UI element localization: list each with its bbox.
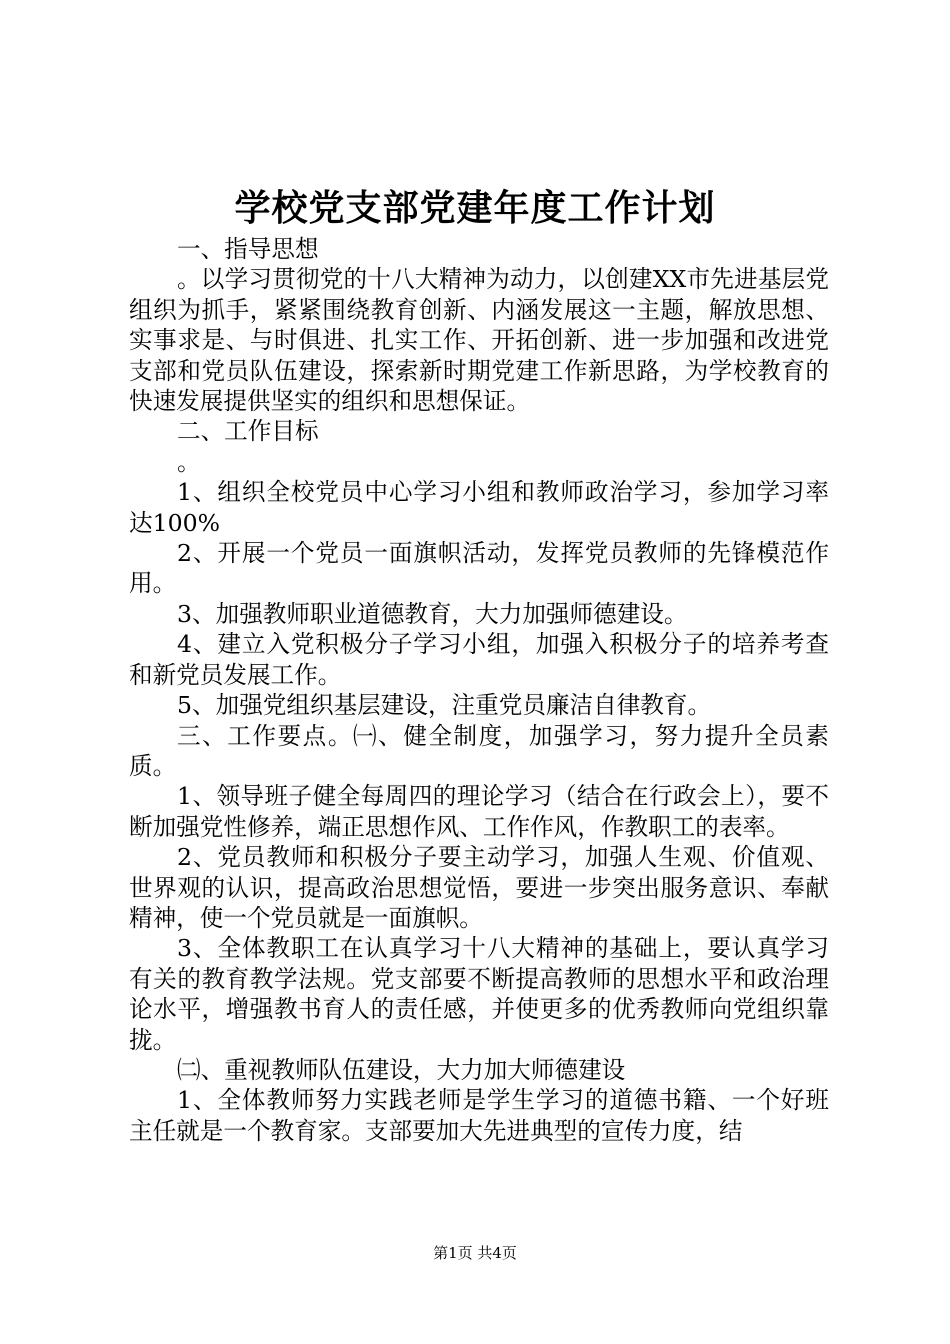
list-item: 5、加强党组织基层建设，注重党员廉洁自律教育。 [177, 691, 712, 720]
list-item: 2、开展一个党员一面旗帜活动，发挥党员教师的先锋模范作用。 [129, 539, 829, 598]
subsection-heading: ㈡、重视教师队伍建设，大力加大师德建设 [177, 1055, 626, 1084]
list-item: 3、加强教师职业道德教育，大力加强师德建设。 [177, 599, 688, 628]
list-item: 3、全体教职工在认真学习十八大精神的基础上，要认真学习有关的教育教学法规。党支部要不断提高教师的思想水平和政治理论水平，增强教书育人的责任感，并使更多的优秀教师向党组织靠拢。 [129, 934, 829, 1054]
paragraph: 。以学习贯彻党的十八大精神为动力，以创建XX市先进基层党组织为抓手，紧紧围绕教育创新、内涵发展这一主题，解放思想、实事求是、与时俱进、扎实工作、开拓创新、进一步加强和改进党支部和党员队伍建设，探索新时期党建工作新思路，为学校教育的快速发展提供坚实的组织和思想保证。 [129, 265, 829, 416]
document-body [129, 234, 829, 1146]
list-item: 1、组织全校党员中心学习小组和教师政治学习，参加学习率达100% [129, 478, 829, 537]
page-footer: 第1页 共4页 [433, 1244, 517, 1262]
list-item: 1、全体教师努力实践老师是学生学习的道德书籍、一个好班主任就是一个教育家。支部要加大先进典型的宣传力度，结 [129, 1086, 829, 1145]
list-item: 1、领导班子健全每周四的理论学习（结合在行政会上），要不断加强党性修养，端正思想作风、工作作风，作教职工的表率。 [129, 782, 829, 841]
list-item: 4、建立入党积极分子学习小组，加强入积极分子的培养考查和新党员发展工作。 [129, 630, 829, 689]
section-heading-work-points: 三、工作要点。㈠、健全制度，加强学习，努力提升全员素质。 [129, 721, 829, 780]
section-heading-guiding-ideology: 一、指导思想 [177, 235, 319, 263]
list-item: 2、党员教师和积极分子要主动学习，加强人生观、价值观、世界观的认识，提高政治思想觉悟，要进一步突出服务意识、奉献精神，使一个党员就是一面旗帜。 [129, 843, 829, 932]
document-title: 学校党支部党建年度工作计划 [234, 187, 716, 229]
paragraph: 。 [177, 447, 201, 476]
section-heading-work-goals: 二、工作目标 [177, 417, 319, 446]
